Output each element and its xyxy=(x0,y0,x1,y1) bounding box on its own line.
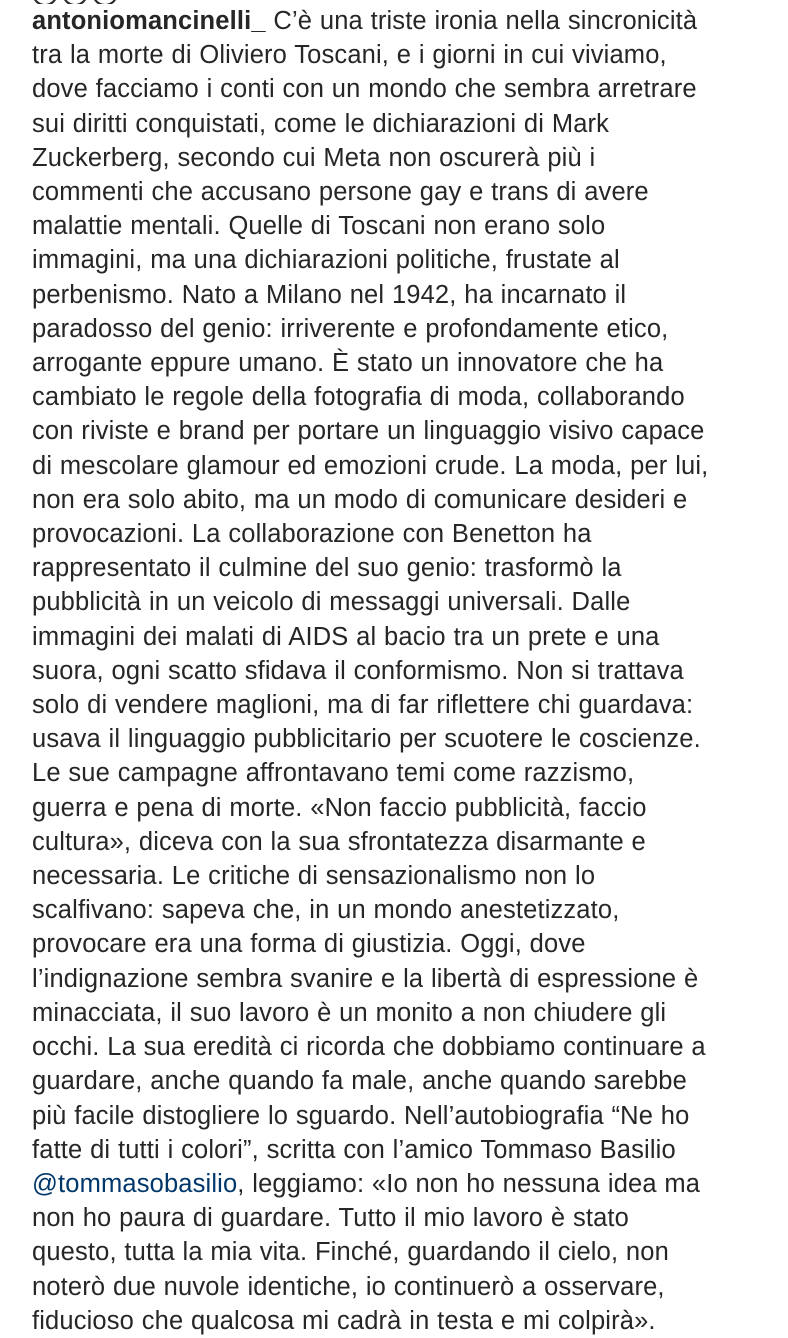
caption-line: più facile distogliere lo sguardo. Nell’autobiografia “Ne ho xyxy=(32,1101,690,1130)
caption-line: non ho paura di guardare. Tutto il mio lavoro è stato xyxy=(32,1204,629,1233)
caption-line: tra la morte di Oliviero Toscani, e i giorni in cui viviamo, xyxy=(32,41,667,70)
caption-line: perbenismo. Nato a Milano nel 1942, ha incarnato il xyxy=(32,280,627,309)
caption-line: @tommasobasilio, leggiamo: «Io non ho nessuna idea ma xyxy=(32,1169,701,1198)
caption-line: Zuckerberg, secondo cui Meta non oscurerà più i xyxy=(32,143,596,172)
caption-line: fatte di tutti i colori”, scritta con l’amico Tommaso Basilio xyxy=(32,1135,676,1164)
caption-line: cultura», diceva con la sua sfrontatezza disarmante e xyxy=(32,827,646,856)
caption-line: immagini, ma una dichiarazioni politiche, frustate al xyxy=(32,246,620,275)
caption-line: guardare, anche quando fa male, anche quando sarebbe xyxy=(32,1067,687,1096)
caption-line: questo, tutta la mia vita. Finché, guardando il cielo, non xyxy=(32,1238,669,1267)
username-link[interactable]: antoniomancinelli_ xyxy=(32,7,266,35)
caption-line: solo di vendere maglioni, ma di far riflettere chi guardava: xyxy=(32,691,694,720)
caption-line: fiducioso che qualcosa mi cadrà in testa e mi colpirà». xyxy=(32,1306,656,1335)
caption-line: necessaria. Le critiche di sensazionalismo non lo xyxy=(32,862,596,891)
caption-line: rappresentato il culmine del suo genio: trasformò la xyxy=(32,554,622,583)
caption-line: occhi. La sua eredità ci ricorda che dobbiamo continuare a xyxy=(32,1033,706,1062)
caption-line: provocazioni. La collaborazione con Benetton ha xyxy=(32,520,592,549)
caption-line: provocare era una forma di giustizia. Oggi, dove xyxy=(32,930,586,959)
caption-line: minacciata, il suo lavoro è un monito a non chiudere gli xyxy=(32,998,667,1027)
caption-line: guerra e pena di morte. «Non faccio pubblicità, faccio xyxy=(32,793,647,822)
caption-line: usava il linguaggio pubblicitario per scuotere le coscienze. xyxy=(32,725,701,754)
caption-line: cambiato le regole della fotografia di moda, collaborando xyxy=(32,383,685,412)
caption-line: paradosso del genio: irriverente e profondamente etico, xyxy=(32,314,669,343)
caption-line: Le sue campagne affrontavano temi come razzismo, xyxy=(32,759,635,788)
mention-link[interactable]: @tommasobasilio xyxy=(32,1169,238,1198)
caption-line: di mescolare glamour ed emozioni crude. La moda, per lui, xyxy=(32,451,709,480)
caption-line: l’indignazione sembra svanire e la libertà di espressione è xyxy=(32,964,699,993)
caption-line: malattie mentali. Quelle di Toscani non erano solo xyxy=(32,212,606,241)
caption-line: dove facciamo i conti con un mondo che sembra arretrare xyxy=(32,75,697,104)
caption-line: sui diritti conquistati, come le dichiarazioni di Mark xyxy=(32,109,610,138)
post-caption xyxy=(32,4,762,1338)
caption-line: pubblicità in un veicolo di messaggi universali. Dalle xyxy=(32,588,631,617)
caption-line: arrogante eppure umano. È stato un innovatore che ha xyxy=(32,349,664,378)
caption-line: con riviste e brand per portare un linguaggio visivo capace xyxy=(32,417,705,446)
caption-line: scalfivano: sapeva che, in un mondo anestetizzato, xyxy=(32,896,620,925)
caption-line: noterò due nuvole identiche, io continuerò a osservare, xyxy=(32,1272,665,1301)
caption-line: immagini dei malati di AIDS al bacio tra un prete e una xyxy=(32,622,660,651)
caption-line: non era solo abito, ma un modo di comunicare desideri e xyxy=(32,485,688,514)
caption-line: commenti che accusano persone gay e trans di avere xyxy=(32,178,649,207)
caption-line: antoniomancinelli_ C’è una triste ironia nella sincronicità xyxy=(32,7,698,35)
caption-line: suora, ogni scatto sfidava il conformismo. Non si trattava xyxy=(32,656,684,685)
